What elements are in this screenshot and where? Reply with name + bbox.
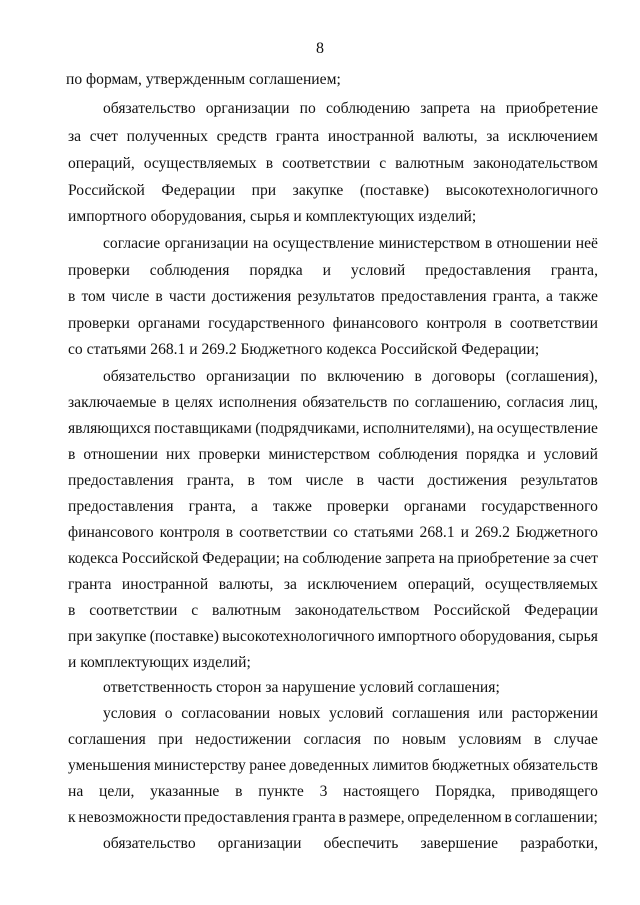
word: также xyxy=(272,498,312,515)
word: уменьшения xyxy=(68,757,151,774)
word: заключаемые xyxy=(68,394,157,411)
word: целях xyxy=(175,394,214,411)
word: также xyxy=(558,288,598,305)
word: организации xyxy=(206,368,290,385)
word: в xyxy=(225,524,234,541)
text-line: со статьями 268.1 и 269.2 Бюджетного кодекса Российской Федерации; xyxy=(68,341,540,358)
word: государственного xyxy=(481,498,598,515)
word: соответствии xyxy=(509,315,598,332)
word: гранта xyxy=(68,576,112,593)
word: в xyxy=(155,288,163,305)
word: приводящего xyxy=(511,783,598,800)
word: новым xyxy=(402,731,446,748)
word: исполнителями), xyxy=(362,420,475,437)
word: расторжении xyxy=(511,705,598,722)
word: контроля xyxy=(426,315,487,332)
word: иностранной xyxy=(121,576,209,593)
word: министерству xyxy=(154,757,246,774)
word: являющихся xyxy=(68,420,151,437)
word: согласие xyxy=(103,235,161,252)
text-line: ответственность сторон за нарушение условий соглашения; xyxy=(103,679,500,696)
word: на xyxy=(480,100,496,117)
text-line xyxy=(103,704,598,724)
word: и xyxy=(527,446,536,463)
word: результатов xyxy=(520,472,598,489)
word: в xyxy=(504,809,512,826)
word: (поставке) xyxy=(359,182,430,199)
word: на xyxy=(478,420,494,437)
word: в xyxy=(494,315,502,332)
word: порядка xyxy=(465,446,520,463)
word: поставщиками xyxy=(154,420,252,437)
word: согласовании xyxy=(181,705,271,722)
word: соблюдения xyxy=(378,446,458,463)
word: статьями xyxy=(353,524,414,541)
text-line xyxy=(68,575,598,595)
word: на xyxy=(438,550,454,567)
text-line xyxy=(68,782,598,802)
word: министерством xyxy=(378,235,481,252)
text-line xyxy=(103,367,598,387)
word: результатов xyxy=(297,288,375,305)
word: а xyxy=(545,288,553,305)
word: ранее xyxy=(249,757,287,774)
word: завершение xyxy=(420,835,499,852)
text-line xyxy=(68,287,598,307)
word: в xyxy=(338,809,346,826)
word: лимитов xyxy=(372,757,429,774)
text-line xyxy=(68,523,598,543)
word: невозможности xyxy=(78,809,182,826)
word: том xyxy=(81,288,106,305)
word: согласия xyxy=(506,394,564,411)
word: министерством xyxy=(268,446,371,463)
word: 268.1 xyxy=(419,524,455,541)
word: гранта xyxy=(275,128,320,145)
word: осуществление xyxy=(496,420,598,437)
word: на xyxy=(283,550,299,567)
word: о xyxy=(164,705,173,722)
word: исполнения xyxy=(218,394,297,411)
word: числе xyxy=(111,288,150,305)
word: них xyxy=(165,446,191,463)
word: на xyxy=(253,235,269,252)
word: гранта, xyxy=(492,288,540,305)
word: исключением xyxy=(307,576,398,593)
word: высокотехнологичного xyxy=(222,628,375,645)
word: условия xyxy=(103,705,157,722)
word: цели, xyxy=(99,783,135,800)
word: по xyxy=(392,394,410,411)
word: случае xyxy=(553,731,598,748)
word: в xyxy=(484,235,493,252)
word: Федерации; xyxy=(202,550,281,567)
word: в xyxy=(68,288,76,305)
word: Федерации xyxy=(161,182,236,199)
word: организации xyxy=(205,100,290,117)
word: в xyxy=(68,446,76,463)
word: обязательство xyxy=(103,835,196,852)
word: предоставления xyxy=(184,809,290,826)
word: валютным xyxy=(395,155,465,172)
word: с xyxy=(379,155,387,172)
word: оборудования, xyxy=(459,628,556,645)
word: достижения xyxy=(427,472,508,489)
text-line xyxy=(68,730,598,750)
text-line xyxy=(68,181,598,201)
word: по xyxy=(373,731,390,748)
word: по xyxy=(299,100,316,117)
word: валютным xyxy=(212,602,281,619)
word: операций, xyxy=(407,576,475,593)
text-line xyxy=(68,808,598,828)
word: в xyxy=(235,783,243,800)
word: соответствии xyxy=(239,524,328,541)
word: договоры xyxy=(432,368,496,385)
text-line xyxy=(68,261,598,281)
word: при xyxy=(158,731,183,748)
text-line xyxy=(103,234,598,254)
text-line xyxy=(68,314,598,334)
word: числе xyxy=(305,472,344,489)
word: части xyxy=(168,288,206,305)
word: доведенных xyxy=(289,757,370,774)
text-line xyxy=(68,154,598,174)
word: указанные xyxy=(150,783,220,800)
word: в xyxy=(68,602,76,619)
word: обязательство xyxy=(103,100,196,117)
word: осуществляемых xyxy=(143,155,257,172)
text-line xyxy=(68,756,598,776)
word: к xyxy=(68,809,76,826)
text-line xyxy=(68,549,598,569)
word: Порядка, xyxy=(435,783,496,800)
text-line xyxy=(68,445,598,465)
word: за xyxy=(68,128,82,145)
text-line: импортного оборудования, сырья и комплектующих изделий; xyxy=(68,208,477,225)
word: обеспечить xyxy=(323,835,399,852)
word: осуществление xyxy=(272,235,375,252)
word: а xyxy=(250,498,258,515)
word: соблюдения xyxy=(149,262,230,279)
word: Российской xyxy=(121,550,199,567)
word: бюджетных xyxy=(431,757,510,774)
text-line xyxy=(103,99,598,119)
word: законодательством xyxy=(473,155,598,172)
word: иностранной xyxy=(327,128,415,145)
text-line: по формам, утвержденным соглашением; xyxy=(66,71,341,88)
word: предоставления xyxy=(68,472,174,489)
word: настоящего xyxy=(343,783,420,800)
word: отношении xyxy=(496,235,572,252)
word: соглашении; xyxy=(514,809,598,826)
word: соглашения xyxy=(68,731,146,748)
word: с xyxy=(191,602,199,619)
word: при xyxy=(68,628,93,645)
word: соглашению, xyxy=(414,394,501,411)
word: за xyxy=(283,576,297,593)
word: валюты, xyxy=(218,576,274,593)
word: законодательством xyxy=(294,602,420,619)
word: гранта xyxy=(292,809,336,826)
word: запрета xyxy=(385,550,436,567)
word: размере, xyxy=(348,809,405,826)
word: в xyxy=(414,368,422,385)
word: обязательств xyxy=(513,757,598,774)
word: соответствии xyxy=(89,602,178,619)
word: отношении xyxy=(83,446,158,463)
word: пункте xyxy=(258,783,304,800)
text-line xyxy=(68,497,598,517)
word: сырья xyxy=(558,628,598,645)
word: приобретение xyxy=(457,550,550,567)
word: контроля xyxy=(159,524,220,541)
word: предоставления xyxy=(425,262,531,279)
word: условий xyxy=(329,705,384,722)
word: за xyxy=(553,550,567,567)
word: условий xyxy=(350,262,406,279)
word: приобретение xyxy=(505,100,598,117)
word: и xyxy=(322,262,331,279)
word: предоставления xyxy=(380,288,487,305)
word: 3 xyxy=(319,783,328,800)
word: при xyxy=(251,182,277,199)
word: гранта, xyxy=(186,472,235,489)
word: проверки xyxy=(68,315,130,332)
text-line: и комплектующих изделий; xyxy=(68,654,251,671)
word: в xyxy=(356,472,365,489)
word: на xyxy=(68,783,84,800)
text-line xyxy=(68,419,598,439)
word: в xyxy=(247,472,255,489)
word: исключением xyxy=(507,128,598,145)
word: проверки xyxy=(68,262,130,279)
word: государственного xyxy=(208,315,325,332)
text-line xyxy=(68,601,598,621)
word: органами xyxy=(137,315,201,332)
word: осуществляемых xyxy=(485,576,598,593)
page-number: 8 xyxy=(316,40,324,57)
word: в xyxy=(265,155,274,172)
word: предоставления xyxy=(68,498,174,515)
word: организации xyxy=(217,835,302,852)
word: согласия xyxy=(303,731,361,748)
word: гранта, xyxy=(550,262,598,279)
word: недостижении xyxy=(195,731,292,748)
text-line xyxy=(68,627,598,647)
word: соответствии xyxy=(282,155,371,172)
word: в xyxy=(162,394,170,411)
word: средств xyxy=(216,128,268,145)
word: порядка xyxy=(249,262,303,279)
word: полученных xyxy=(126,128,208,145)
word: определенном xyxy=(407,809,502,826)
word: неё xyxy=(575,235,598,252)
word: проверки xyxy=(198,446,261,463)
word: (поставке) xyxy=(149,628,219,645)
word: импортного xyxy=(377,628,457,645)
word: операций, xyxy=(68,155,135,172)
text-line xyxy=(68,127,598,147)
word: органами xyxy=(403,498,467,515)
text-line xyxy=(68,471,598,491)
word: разработки, xyxy=(520,835,598,852)
word: закупке xyxy=(292,182,344,199)
word: высокотехнологичного xyxy=(445,182,598,199)
word: Федерации xyxy=(524,602,598,619)
word: финансового xyxy=(332,315,419,332)
word: запрета xyxy=(420,100,471,117)
word: Бюджетного xyxy=(515,524,598,541)
word: и xyxy=(460,524,469,541)
word: обязательств xyxy=(302,394,388,411)
word: Российской xyxy=(433,602,511,619)
word: за xyxy=(486,128,500,145)
word: соглашения xyxy=(392,705,470,722)
word: части xyxy=(377,472,415,489)
word: финансового xyxy=(68,524,154,541)
word: лиц, xyxy=(569,394,598,411)
word: достижения xyxy=(211,288,292,305)
word: кодекса xyxy=(68,550,119,567)
word: в xyxy=(533,731,542,748)
word: условиям xyxy=(458,731,522,748)
word: организации xyxy=(164,235,249,252)
word: проверки xyxy=(326,498,389,515)
word: закупке xyxy=(95,628,147,645)
word: условий xyxy=(543,446,598,463)
word: счет xyxy=(89,128,118,145)
word: по xyxy=(300,368,317,385)
word: соблюдение xyxy=(302,550,382,567)
word: валюты, xyxy=(422,128,478,145)
word: обязательство xyxy=(103,368,196,385)
word: со xyxy=(333,524,348,541)
word: соблюдению xyxy=(325,100,411,117)
word: 269.2 xyxy=(474,524,510,541)
word: том xyxy=(268,472,293,489)
word: включению xyxy=(327,368,404,385)
word: (соглашения), xyxy=(505,368,598,385)
text-line xyxy=(103,834,598,854)
word: (подрядчиками, xyxy=(255,420,360,437)
text-line xyxy=(68,393,598,413)
word: гранта, xyxy=(188,498,236,515)
word: счет xyxy=(569,550,598,567)
word: Российской xyxy=(68,182,145,199)
word: или xyxy=(478,705,503,722)
word: новых xyxy=(278,705,321,722)
